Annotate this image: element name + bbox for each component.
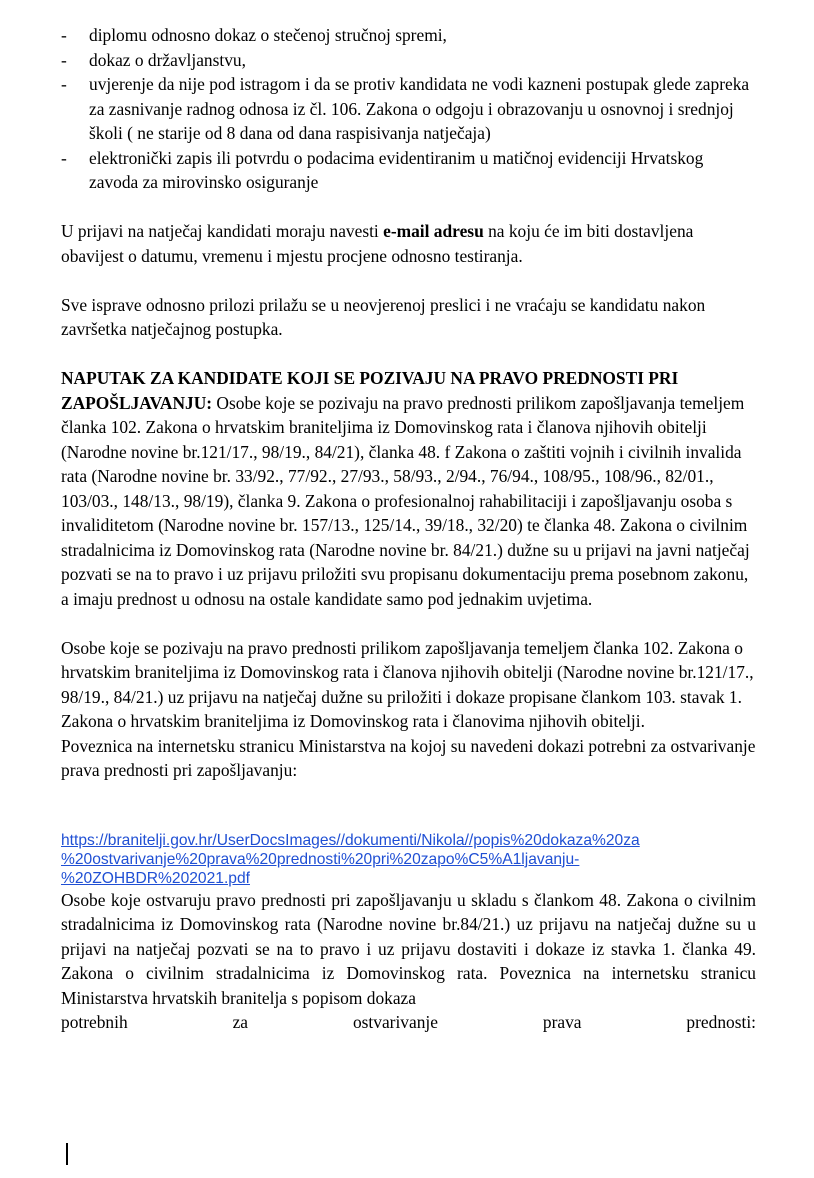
- email-paragraph: [61, 219, 756, 268]
- list-item-text: dokaz o državljanstvu,: [89, 49, 246, 70]
- veterans-paragraph: Osobe koje se pozivaju na pravo prednosti prilikom zapošljavanja temeljem članka 102. Zakona o hrvatskim braniteljima iz Domovinskog rata i članova njihovih obitelji (Narodne novine br.121/17., 98/19., 84/21.) uz prijavu na natječaj dužne su priložiti i dokaze propisane člankom 103. stavak 1. Zakona o hrvatskim braniteljima iz Domovinskog rata i članovima njihovih obitelji.: [61, 637, 754, 731]
- civil-victims-paragraph: Osobe koje ostvaruju pravo prednosti pri zapošljavanju u skladu s člankom 48. Zakona o civilnim stradalnicima iz Domovinskog rata (Narodne novine br.84/21.) uz prijavu na natječaj dužne su u prijavi na natječaj pozvati se na to pravo i uz prijavu dostaviti i dokaze iz stavka 1. članka 49. Zakona o civilnim stradalnicima iz Domovinskog rata. Poveznica na internetsku stranicu Ministarstva hrvatskih branitelja s popisom dokaza: [61, 889, 756, 1008]
- list-item-text: diplomu odnosno dokaz o stečenoj stručnoj spremi,: [89, 25, 447, 45]
- list-dash: -: [61, 25, 67, 45]
- list-item: [61, 23, 756, 48]
- instructions-body: Osobe koje se pozivaju na pravo prednosti prilikom zapošljavanja temeljem članka 102. Zakona o hrvatskim braniteljima iz Domovinskog rata i članova njihovih obitelji (Narodne novine br.121/17., 98/19., 84/21), članka 48. f Zakona o zaštiti vojnih i civilnih invalida rata (Narodne novine br. 33/92., 77/92., 27/93., 58/93., 2/94., 76/94., 108/95., 108/96., 82/01., 103/03., 148/13., 98/19), članka 9. Zakona o profesionalnoj rahabilitaciji i zapošljavanju osoba s invaliditetom (Narodne novine br. 157/13., 125/14., 39/18., 32/20) te članka 48. Zakona o civilnim stradalnicima iz Domovinskog rata (Narodne novine br. 84/21.) dužne su u prijavi na javni natječaj pozvati se na to pravo i uz prijavu priložiti svu propisanu dokumentaciju prema posebnom zakonu, a imaju prednost u odnosu na ostale kandidate samo pod jednakim uvjetima.: [61, 392, 750, 609]
- documents-paragraph: Sve isprave odnosno prilozi prilažu se u neovjerenoj preslici i ne vraćaju se kandidatu nakon završetka natječajnog postupka.: [61, 294, 706, 339]
- instructions-heading: NAPUTAK ZA KANDIDATE KOJI SE POZIVAJU NA PRAVO PREDNOSTI PRI ZAPOŠLJAVANJU:: [61, 368, 679, 413]
- email-text-after: na koju će im biti dostavljena obavijest o datumu, vremenu i mjestu procjene odnosno testiranja.: [61, 221, 694, 266]
- ministry-link[interactable]: [61, 831, 756, 888]
- link-line: https://branitelji.gov.hr/UserDocsImages//dokumenti/Nikola//popis%20dokaza%20za: [61, 831, 640, 849]
- required-documents-list: [61, 23, 756, 195]
- list-item-text: elektronički zapis ili potvrdu o podacima evidentiranim u matičnoj evidenciji Hrvatskog zavoda za mirovinsko osiguranje: [89, 147, 704, 192]
- instructions-paragraph: [61, 366, 756, 611]
- list-dash: -: [61, 147, 67, 168]
- list-item: [61, 48, 756, 73]
- list-item: [61, 146, 756, 195]
- list-item-text: uvjerenje da nije pod istragom i da se protiv kandidata ne vodi kazneni postupak glede zapreka za zasnivanje radnog odnosa iz čl. 106. Zakona o odgoju i obrazovanju u osnovnoj i srednjoj školi ( ne starije od 8 dana od dana raspisivanja natječaja): [89, 74, 750, 143]
- list-item: [61, 72, 756, 146]
- email-text-bold: e-mail adresu: [383, 221, 484, 241]
- link-line: %20ZOHBDR%202021.pdf: [61, 869, 250, 887]
- list-dash: -: [61, 74, 67, 94]
- document-page: [61, 23, 756, 1035]
- email-text-before: U prijavi na natječaj kandidati moraju navesti: [61, 221, 384, 241]
- text-cursor: [66, 1143, 68, 1165]
- list-dash: -: [61, 49, 67, 70]
- link-line: %20ostvarivanje%20prava%20prednosti%20pri%20zapo%C5%A1ljavanju-: [61, 850, 580, 868]
- civil-victims-last-line: potrebnih za ostvarivanje prava prednosti:: [61, 1012, 756, 1032]
- link-intro-paragraph: Poveznica na internetsku stranicu Ministarstva na kojoj su navedeni dokazi potrebni za ostvarivanje prava prednosti pri zapošljavanju:: [61, 735, 756, 780]
